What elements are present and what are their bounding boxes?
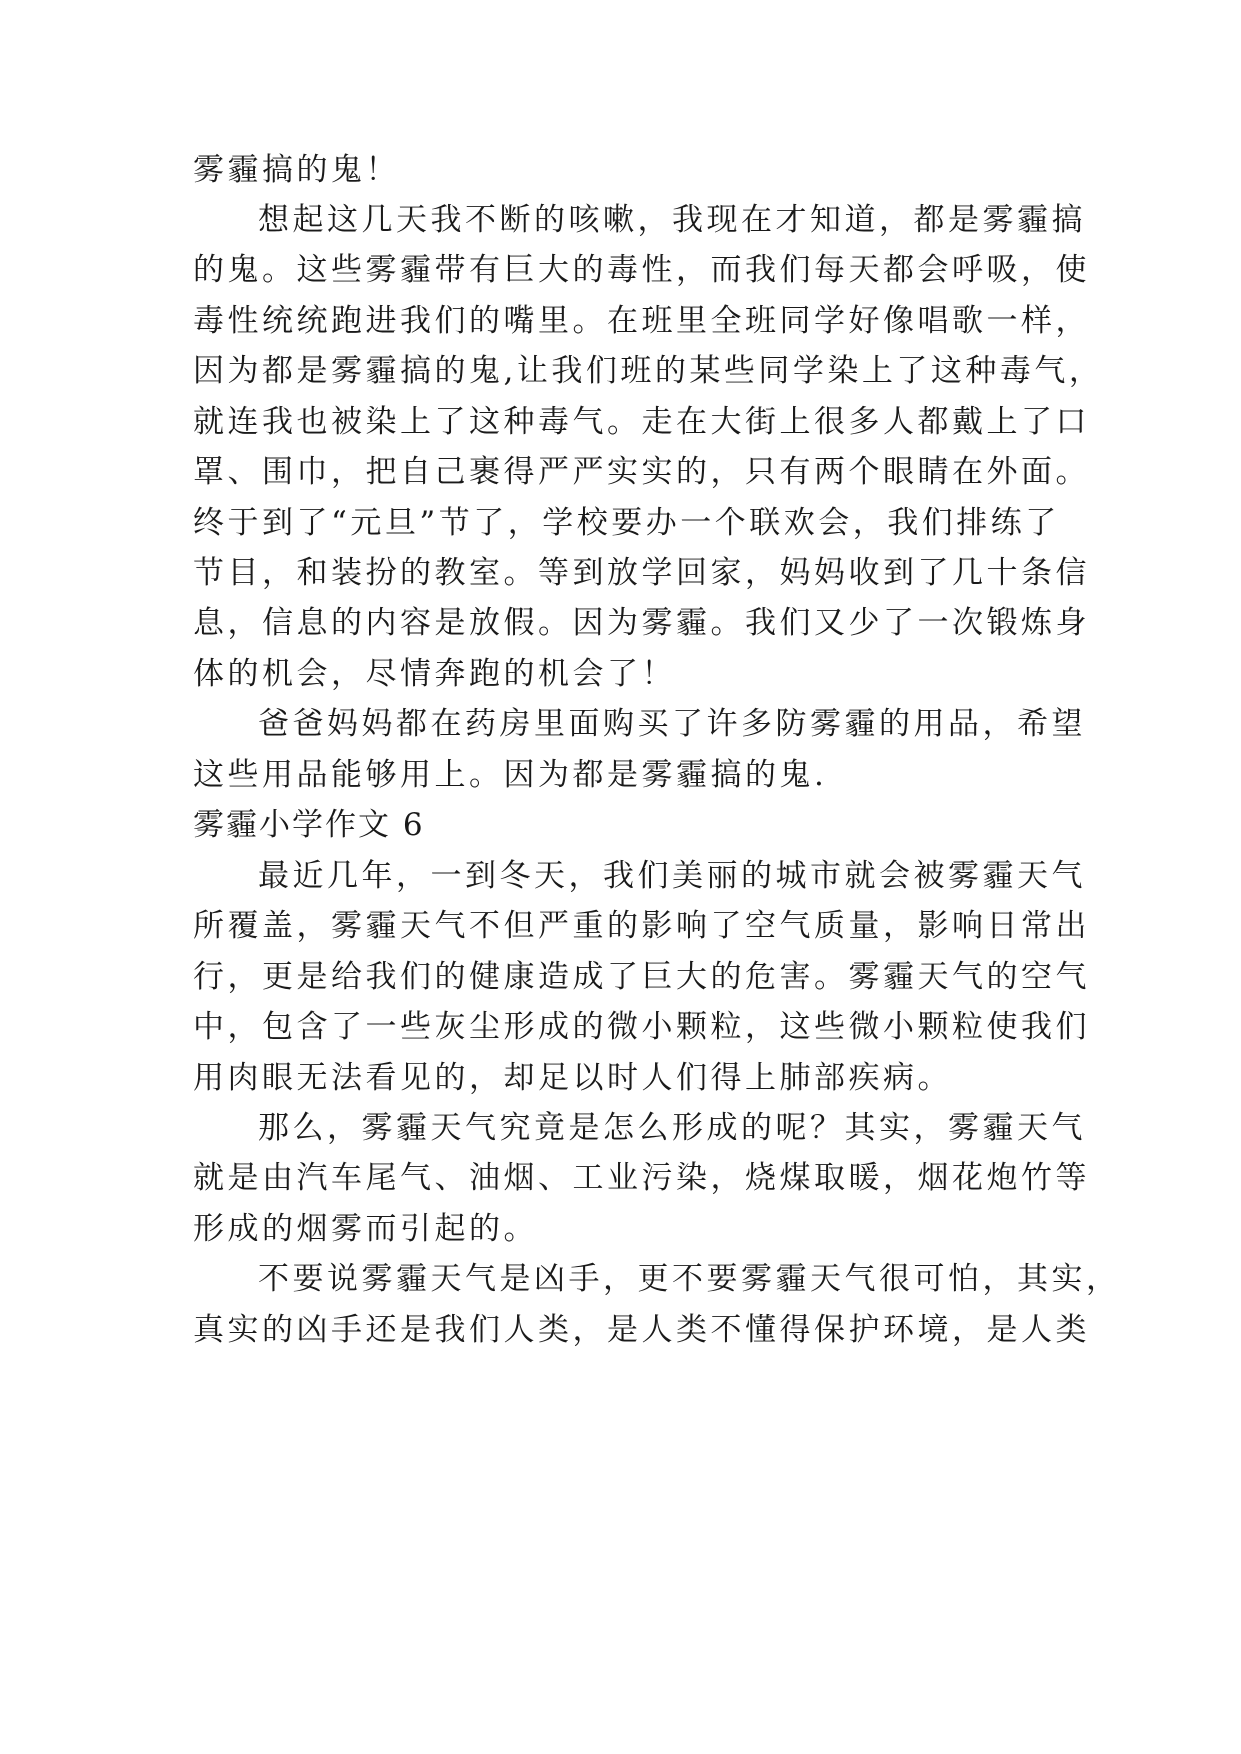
text-line: 终于到了“元旦”节了，学校要办一个联欢会，我们排练了 xyxy=(193,505,1060,541)
text-line: 罩、围巾，把自己裹得严严实实的，只有两个眼睛在外面。 xyxy=(193,454,1090,490)
text-line: 体的机会，尽情奔跑的机会了！ xyxy=(193,656,676,692)
paragraph-first-line: 爸爸妈妈都在药房里面购买了许多防雾霾的用品，希望 xyxy=(258,706,1086,742)
paragraph-first-line: 不要说雾霾天气是凶手，更不要雾霾天气很可怕，其实， xyxy=(258,1261,1121,1297)
text-line: 行，更是给我们的健康造成了巨大的危害。雾霾天气的空气 xyxy=(193,959,1090,995)
text-line: 节目，和装扮的教室。等到放学回家，妈妈收到了几十条信 xyxy=(193,555,1090,591)
text-line: 用肉眼无法看见的，却足以时人们得上肺部疾病。 xyxy=(193,1060,952,1096)
text-line: 就连我也被染上了这种毒气。走在大街上很多人都戴上了口 xyxy=(193,404,1090,440)
paragraph-first-line: 想起这几天我不断的咳嗽，我现在才知道，都是雾霾搞 xyxy=(258,202,1086,238)
text-line: 中，包含了一些灰尘形成的微小颗粒，这些微小颗粒使我们 xyxy=(193,1009,1090,1045)
section-heading: 雾霾小学作文 6 xyxy=(193,807,425,843)
text-line: 就是由汽车尾气、油烟、工业污染，烧煤取暖，烟花炮竹等 xyxy=(193,1160,1090,1196)
text-line: 真实的凶手还是我们人类，是人类不懂得保护环境，是人类 xyxy=(193,1312,1090,1348)
text-line: 息，信息的内容是放假。因为雾霾。我们又少了一次锻炼身 xyxy=(193,605,1090,641)
text-line: 毒性统统跑进我们的嘴里。在班里全班同学好像唱歌一样， xyxy=(193,303,1090,339)
text-line: 这些用品能够用上。因为都是雾霾搞的鬼. xyxy=(193,757,828,793)
text-line: 所覆盖，雾霾天气不但严重的影响了空气质量，影响日常出 xyxy=(193,908,1090,944)
text-line: 雾霾搞的鬼！ xyxy=(193,152,400,188)
text-line: 的鬼。这些雾霾带有巨大的毒性，而我们每天都会呼吸，使 xyxy=(193,252,1090,288)
text-line: 形成的烟雾而引起的。 xyxy=(193,1211,538,1247)
paragraph-first-line: 那么，雾霾天气究竟是怎么形成的呢？其实，雾霾天气 xyxy=(258,1110,1086,1146)
text-line: 因为都是雾霾搞的鬼,让我们班的某些同学染上了这种毒气， xyxy=(193,353,1104,389)
paragraph-first-line: 最近几年，一到冬天，我们美丽的城市就会被雾霾天气 xyxy=(258,858,1086,894)
